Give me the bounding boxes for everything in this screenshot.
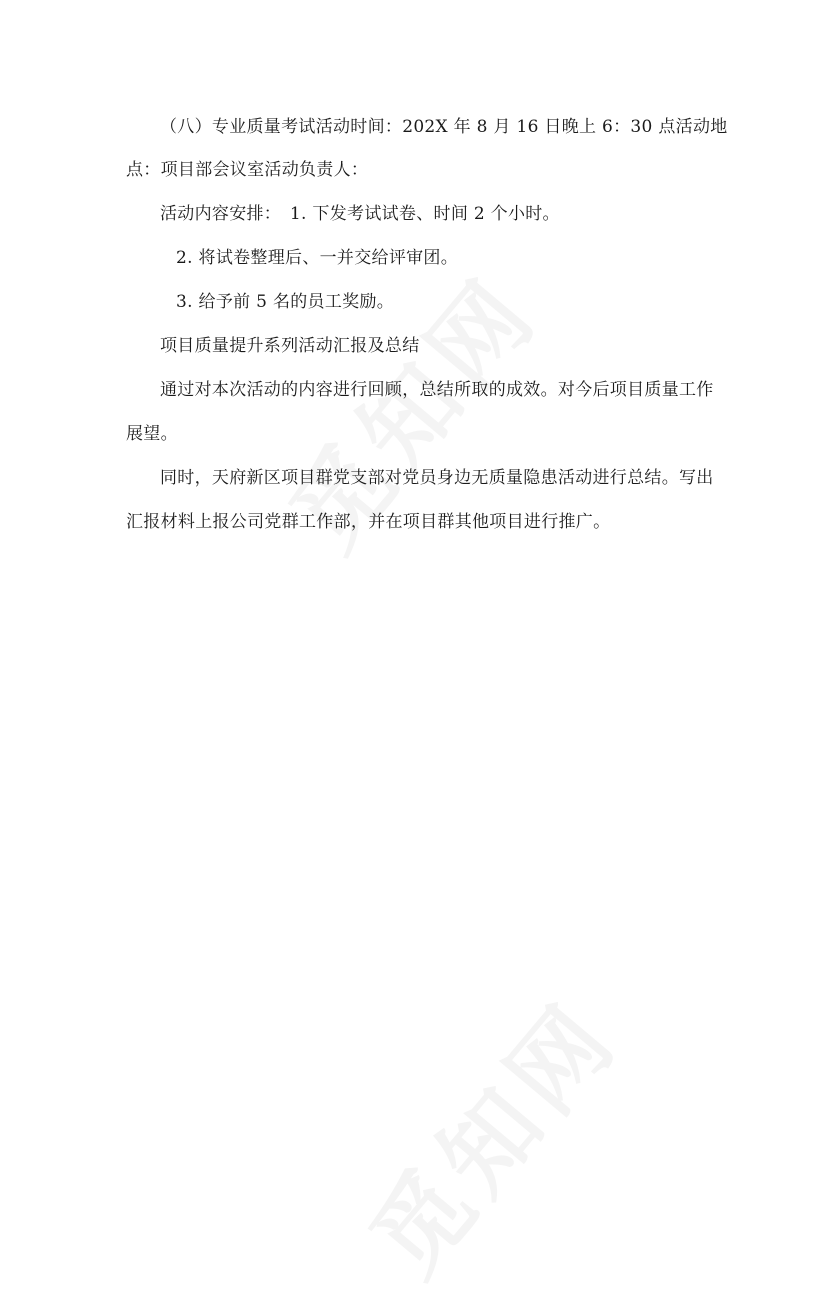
section-heading: 项目质量提升系列活动汇报及总结	[160, 336, 420, 356]
paragraph-line: 汇报材料上报公司党群工作部，并在项目群其他项目进行推广。	[126, 512, 611, 532]
list-item: 2. 将试卷整理后、一并交给评审团。	[176, 248, 459, 268]
paragraph-line: 展望。	[126, 424, 178, 444]
paragraph-line: 同时，天府新区项目群党支部对党员身边无质量隐患活动进行总结。写出	[160, 468, 714, 488]
watermark	[334, 968, 643, 1299]
paragraph-line: （八）专业质量考试活动时间：202X 年 8 月 16 日晚上 6：30 点活动地	[160, 117, 728, 137]
paragraph-line: 通过对本次活动的内容进行回顾，总结所取的成效。对今后项目质量工作	[160, 380, 714, 400]
list-item: 3. 给予前 5 名的员工奖励。	[176, 292, 395, 312]
paragraph-line: 点：项目部会议室活动负责人：	[126, 160, 369, 180]
paragraph-line: 活动内容安排： 1. 下发考试试卷、时间 2 个小时。	[160, 204, 560, 224]
